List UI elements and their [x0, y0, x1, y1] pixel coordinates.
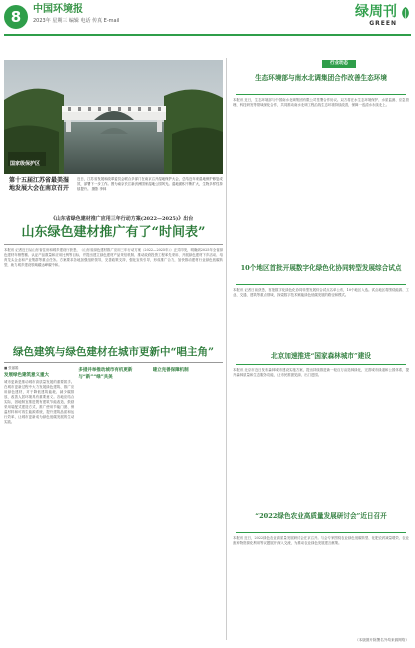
industry-news-badge: 行业动态 — [322, 60, 356, 68]
right-article1-rule — [236, 94, 406, 95]
article1-body — [4, 248, 223, 340]
article2-byline: ■ 张丽娟 — [4, 366, 19, 370]
wetland-bridge-image — [4, 60, 223, 174]
right-article3-rule — [236, 364, 406, 365]
article2-subhead-1: 发展绿色建筑意义重大 — [4, 373, 49, 378]
photo-overlay-label: 国家级保护区 — [10, 161, 41, 167]
article1-title: 山东绿色建材推广有了“时间表” — [21, 225, 206, 240]
right-article1-body: 本报讯 近日，生态环境部与中国南水北调集团有限公司签署合作协议。双方将在水生态环境保护、水质监测、应急管理、科技研发等领域深化合作，共同推动南水北调工程沿线生态环境持续改善，保障一泓清水永续北上。 — [233, 98, 409, 107]
right-article4-title: “2022绿色农业高质量发展研讨会”近日召开 — [255, 512, 387, 520]
masthead: 中国环境报 — [33, 4, 83, 15]
article1-title-rule — [4, 244, 223, 245]
article1-text: 本报讯 记者近日从山东省住房和城乡建设厅获悉，《山东省绿色建材推广应用三年行动方案（2022—2025年）》正式印发，明确到2025年全省绿色建材年销售额、认证产品数量和应用比例等目标，并提出建立绿色建材产品采信机制、推动政府投资工程率先采用、开展绿色建材下乡活动、培育龙头企业和产业集群等重点任务。方案要求各地加强组织领导，完善政策支持，强化宣传引导，形成推广合力，加快推动建材行业绿色低碳转型，助力城乡建设领域碳达峰碳中和。 — [4, 248, 223, 267]
right-article2-body: 本报讯 记者日前获悉，首批数字化绿色化协同转型发展综合试点名单公布，10个地区入选。试点地区将围绕能源、工业、交通、建筑等重点领域，探索数字技术赋能绿色低碳发展的路径和模式。 — [233, 288, 409, 297]
article2-title: 绿色建筑与绿色建材在城市更新中“唱主角” — [12, 346, 215, 358]
photo-caption-text: 近日，江苏省发展和改革委员会联合多部门在南京召开湿地保护大会，总结近年来湿地保护修复成效，部署下一步工作。图为南京长江新济洲国家湿地公园风光。湿地面积不断扩大，生物多样性持续提升。 摄影 李林 — [77, 177, 223, 191]
right-article3-body: 本报讯 北京市近日发布森林城市建设实施方案，提出持续推进新一轮百万亩造林绿化，完善城市绿道和公园体系，提升森林质量和生态服务功能，让市民推窗见绿、出门进园。 — [233, 368, 409, 377]
image-credit-note: （本版图片除署名外均来源网络） — [355, 638, 409, 642]
page-header — [0, 0, 415, 38]
column-divider — [226, 58, 227, 640]
right-article1-title: 生态环境部与南水北调集团合作改善生态环境 — [255, 74, 387, 82]
article2-text: 城市更新是推动城市高质量发展的重要抓手。在城市更新过程中大力发展绿色建筑、推广应用绿色建材，对于降低建筑能耗、减少碳排放、改善人居环境具有重要意义。各地应结合实际，因地制宜推进既有建筑节能改造，鼓励采用装配式建造方式，推广使用节能门窗、保温材料和可再生能源系统，提升建筑品质和运行效率，让城市更新成为绿色低碳发展的生动实践。 — [4, 380, 75, 424]
article1-kicker: 《山东省绿色建材推广应用三年行动方案(2022—2025)》出台 — [50, 216, 194, 222]
right-article4-rule — [236, 532, 406, 533]
article2-body — [4, 366, 223, 640]
right-article2-rule — [236, 284, 406, 285]
photo-caption-title: 第十五届江苏省最美湿地发展大会在南京召开 — [9, 177, 70, 192]
header-rule — [4, 34, 411, 36]
section-en: GREEN — [369, 20, 397, 27]
article2-subhead-2: 多措并举推动城市有机更新与“新”“绿”共美 — [78, 368, 133, 380]
article2-subhead-3: 建立完善保障机制 — [152, 368, 189, 373]
right-article3-title: 北京加速推进“国家森林城市”建设 — [271, 352, 371, 360]
right-article2-title: 10个地区首批开展数字化绿色化协同转型发展综合试点 — [240, 264, 402, 272]
section-name: 绿周刊 — [355, 4, 397, 20]
leaf-icon — [400, 6, 411, 20]
header-meta: 2023年 星期三 编辑 电话 传真 E-mail — [33, 18, 120, 24]
lead-photo — [4, 60, 223, 174]
page-number: 8 — [4, 5, 28, 29]
right-article4-body: 本报讯 近日，2022绿色农业高质量发展研讨会在京召开。与会专家围绕农业绿色低碳转型、化肥农药减量增效、农业废弃物资源化利用等议题展开深入交流，为推动农业绿色发展建言献策。 — [233, 536, 409, 545]
article2-title-rule — [4, 362, 223, 363]
